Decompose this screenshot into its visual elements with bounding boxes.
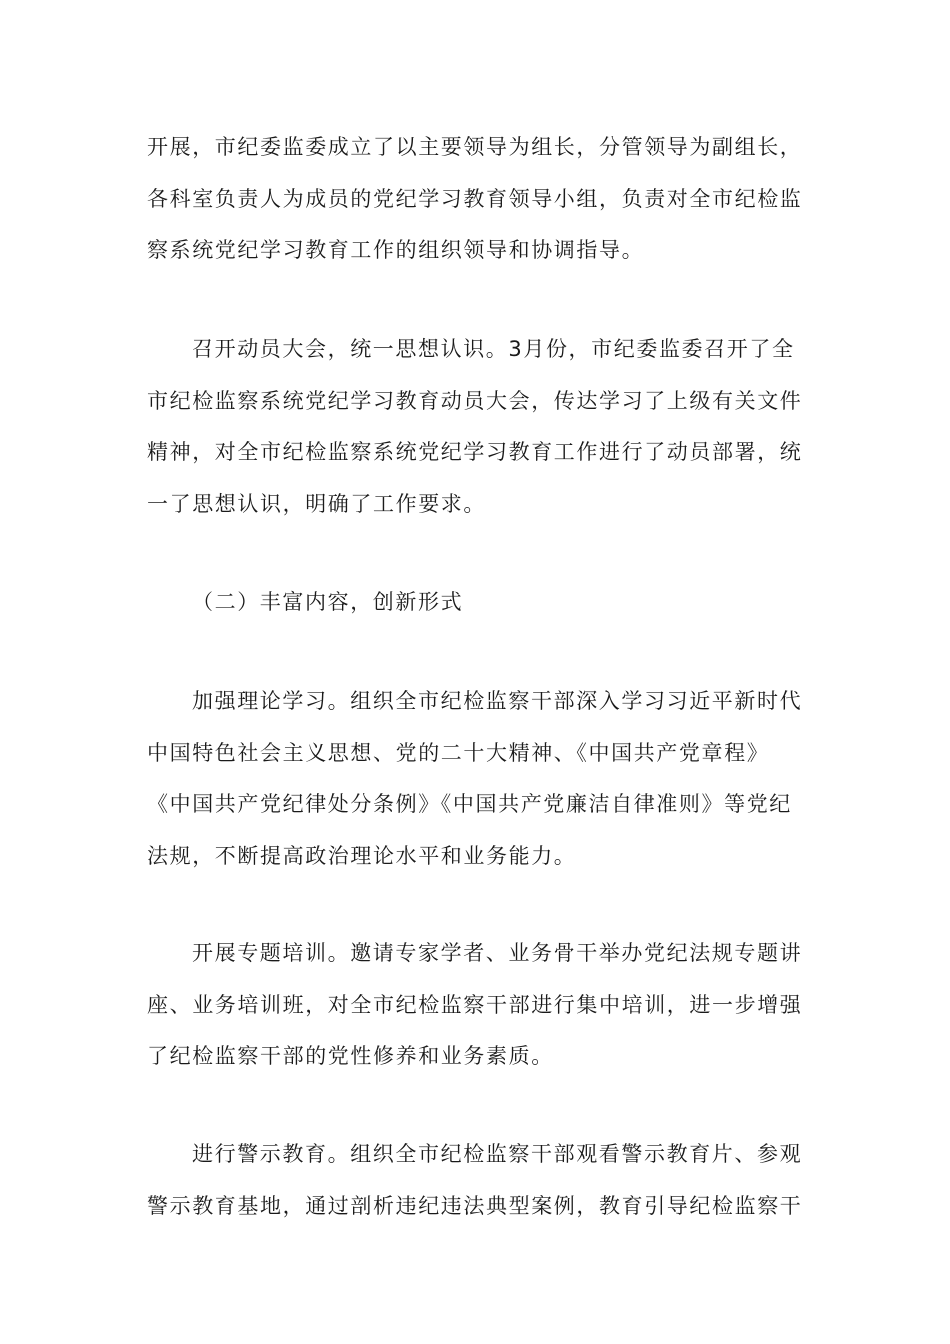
text-line: 法规，不断提高政治理论水平和业务能力。 [147, 843, 577, 868]
text-line: 察系统党纪学习教育工作的组织领导和协调指导。 [147, 238, 645, 262]
text-line: 加强理论学习。组织全市纪检监察干部深入学习习近平新时代 [192, 689, 803, 713]
text-line: 《中国共产党纪律处分条例》《中国共产党廉洁自律准则》等党纪 [147, 792, 792, 816]
text-line: 了纪检监察干部的党性修养和业务素质。 [147, 1044, 554, 1068]
text-line: 开展专题培训。邀请专家学者、业务骨干举办党纪法规专题讲 [192, 941, 803, 965]
section-heading [147, 577, 807, 629]
text-line: 各科室负责人为成员的党纪学习教育领导小组，负责对全市纪检监 [147, 186, 803, 211]
text-line: 警示教育基地，通过剖析违纪违法典型案例，教育引导纪检监察干 [147, 1193, 803, 1218]
paragraph-leading-group [147, 122, 807, 277]
section-heading-text: （二）丰富内容，创新形式 [192, 590, 464, 614]
paragraph-theory-study [147, 676, 807, 882]
paragraph-special-training [147, 928, 807, 1083]
text-line: 市纪检监察系统党纪学习教育动员大会，传达学习了上级有关文件 [147, 388, 803, 413]
paragraph-mobilization-meeting [147, 324, 807, 530]
text-line: 开展，市纪委监委成立了以主要领导为组长，分管领导为副组长， [147, 135, 803, 159]
text-line: 一了思想认识，明确了工作要求。 [147, 491, 486, 516]
text-line: 进行警示教育。组织全市纪检监察干部观看警示教育片、参观 [192, 1142, 803, 1166]
text-line: 中国特色社会主义思想、党的二十大精神、《中国共产党章程》 [147, 740, 770, 765]
text-line: 精神，对全市纪检监察系统党纪学习教育工作进行了动员部署，统 [147, 440, 803, 464]
text-line: 座、业务培训班，对全市纪检监察干部进行集中培训，进一步增强 [147, 992, 803, 1017]
paragraph-warning-education [147, 1129, 807, 1232]
text-line: 召开动员大会，统一思想认识。3月份，市纪委监委召开了全 [192, 337, 795, 361]
